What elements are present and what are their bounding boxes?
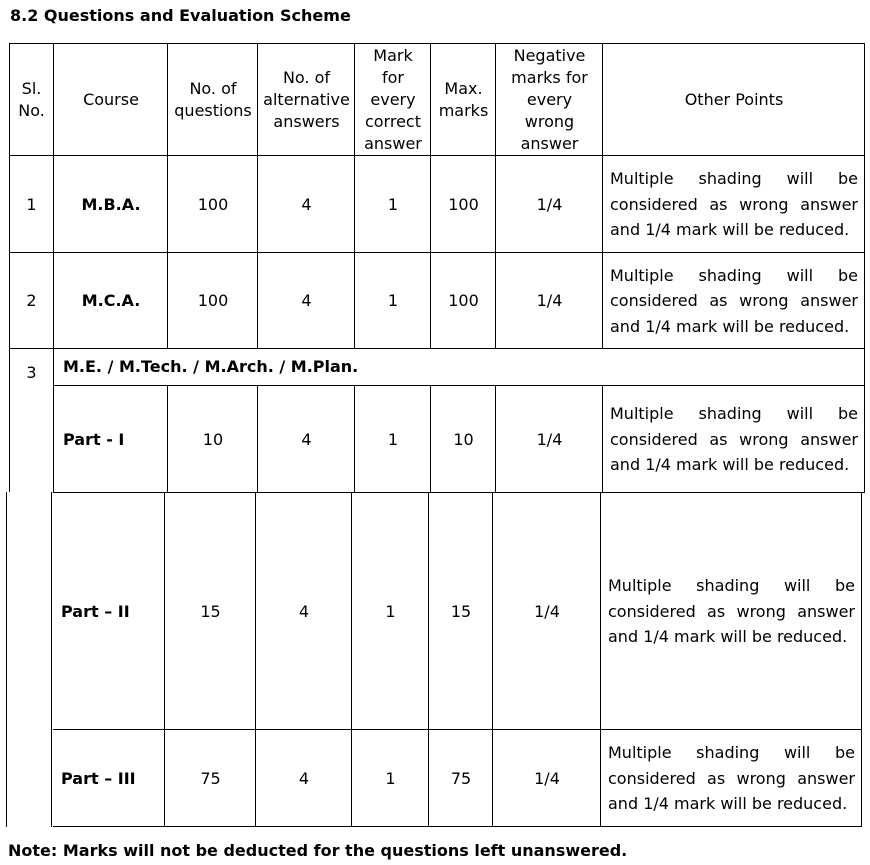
- row-1-max-marks: 100: [448, 194, 479, 214]
- header-max-marks: Max. marks: [438, 78, 489, 120]
- part-3-questions: 75: [200, 768, 221, 788]
- header-sl-no: Sl. No.: [18, 78, 45, 120]
- row-2-other-points: Multiple shading will be considered as wrong answer and 1/4 mark will be reduced.: [610, 265, 858, 336]
- part-3-alternatives: 4: [298, 768, 310, 788]
- header-alternative-answers: No. of alternative answers: [263, 67, 350, 131]
- part-2-other-points: Multiple shading will be considered as wrong answer and 1/4 mark will be reduced.: [608, 576, 855, 647]
- header-negative-marks: Negative marks for every wrong answer: [511, 45, 588, 153]
- footnote: Note: Marks will not be deducted for the questions left unanswered.: [8, 841, 628, 860]
- row-1-questions: 100: [197, 194, 229, 214]
- row-1-course: M.B.A.: [81, 194, 141, 214]
- part-3-negative: 1/4: [534, 768, 560, 788]
- row-2-course: M.C.A.: [81, 291, 141, 310]
- part-1-max-marks: 10: [453, 429, 474, 449]
- row-1-alternatives: 4: [301, 194, 312, 214]
- part-1-mark: 1: [387, 429, 399, 449]
- part-1-negative: 1/4: [536, 429, 563, 449]
- row-2-questions: 100: [197, 291, 229, 310]
- row-1-negative: 1/4: [536, 194, 563, 214]
- row-3-group-title: M.E. / M.Tech. / M.Arch. / M.Plan.: [63, 357, 359, 376]
- header-mark-correct: Mark for every correct answer: [364, 45, 422, 153]
- header-other-points: Other Points: [684, 89, 784, 109]
- header-no-of-questions: No. of questions: [174, 78, 252, 120]
- row-2-sl-no: 2: [26, 291, 37, 310]
- row-2-max-marks: 100: [448, 291, 479, 310]
- part-2-negative: 1/4: [534, 601, 560, 621]
- part-3-max-marks: 75: [450, 768, 472, 788]
- row-1-mark: 1: [387, 194, 399, 214]
- part-2-mark: 1: [385, 601, 396, 621]
- section-heading: 8.2 Questions and Evaluation Scheme: [10, 6, 351, 25]
- part-2-max-marks: 15: [450, 601, 472, 621]
- row-2-mark: 1: [387, 291, 399, 310]
- row-3-sl-no: 3: [26, 363, 37, 382]
- row-2-alternatives: 4: [301, 291, 312, 310]
- part-3-course: Part – III: [61, 768, 136, 788]
- row-1-other-points: Multiple shading will be considered as wrong answer and 1/4 mark will be reduced.: [610, 169, 858, 240]
- part-3-other-points: Multiple shading will be considered as wrong answer and 1/4 mark will be reduced.: [608, 743, 855, 814]
- part-1-other-points: Multiple shading will be considered as wrong answer and 1/4 mark will be reduced.: [610, 404, 858, 475]
- header-course: Course: [83, 89, 139, 109]
- part-3-mark: 1: [385, 768, 396, 788]
- part-2-alternatives: 4: [298, 601, 310, 621]
- part-2-questions: 15: [200, 601, 221, 621]
- part-1-questions: 10: [202, 429, 224, 449]
- row-2-negative: 1/4: [536, 291, 563, 310]
- row-1-sl-no: 1: [26, 194, 37, 214]
- part-1-course: Part - I: [63, 429, 125, 449]
- part-1-alternatives: 4: [301, 429, 312, 449]
- part-2-course: Part – II: [61, 601, 130, 621]
